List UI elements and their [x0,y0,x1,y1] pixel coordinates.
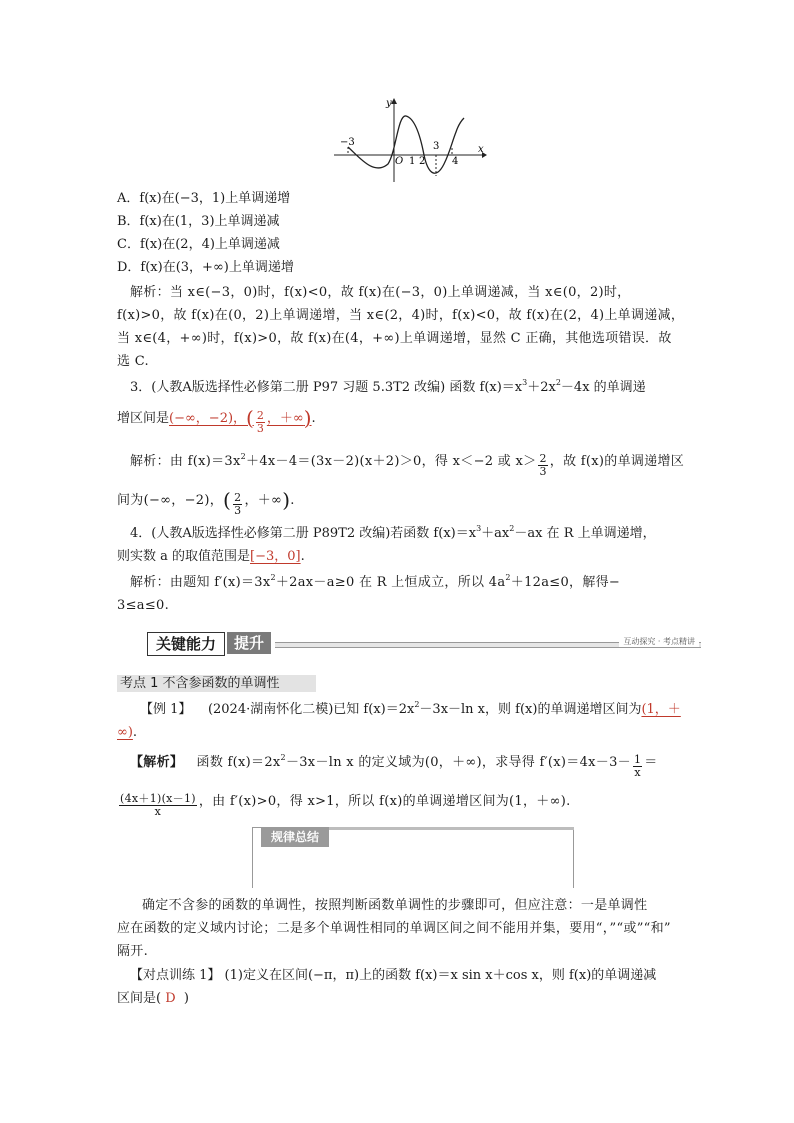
training-answer: D [165,991,176,1006]
example1-answer-a: (1，＋ [641,702,681,717]
q2-solution-2: f(x)>0，故 f(x)在(0，2)上单调递增，当 x∈(2，4)时，f(x)<0，故 f(x)在(2，4)上单调递减， [117,308,685,323]
summary-text-1: 确定不含参的函数的单调性，按照判断函数单调性的步骤即可，但应注意：一是单调性 [142,898,648,913]
tick-1: 1 [409,156,416,167]
training-stem-2: 区间是( D ) [117,991,189,1006]
kaodian-heading: 考点 1 不含参函数的单调性 [117,675,316,692]
banner-title: 关键能力 [147,632,225,656]
example1-stem: 【例 1】 (2024·湖南怀化二模)已知 $f(x)=2x^2-3x-\ln$ x，则 f(x)的单调递增区间为(1，＋ [140,700,681,717]
summary-box [252,827,574,888]
option-d: D．f(x)在(3，+∞)上单调递增 [117,260,294,275]
origin-label: O [395,156,404,167]
option-b: B．f(x)在(1，3)上单调递减 [117,214,280,229]
q3-stem-2: 增区间是(−∞，−2)，( $\frac{2}{3}$ ，＋∞). [117,406,316,435]
tick-neg3: −3 [340,137,355,148]
banner-badge: 提升 [227,632,271,654]
q2-solution-1: 解析：当 x∈(−3，0)时，f(x)<0，故 f(x)在(−3，0)上单调递减，当 x∈(0，2)时， [130,285,631,300]
curve [348,116,464,173]
banner-tag: 互动探究 · 考点精讲 [619,636,699,647]
tick-4: 4 [452,156,459,167]
derivative-graph [330,92,490,184]
q2-solution-3: 当 x∈(4，+∞)时，f(x)>0，故 f(x)在(4，+∞)上单调递增，显然 C 正确，其他选项错误．故 [117,331,672,346]
example1-solution-1: 【解析】 函数 $f(x)=2x^2-3x-\ln$ x 的定义域为(0，＋∞)，求导得 f′(x)＝4x－3－ $\frac{1}{x}$ ＝ [130,753,658,779]
option-c: C．f(x)在(2，4)上单调递减 [117,237,280,252]
summary-title: 规律总结 [261,827,329,847]
tick-3: 3 [433,141,440,152]
q3-answer: (−∞，−2)，( $\frac{2}{3}$ ，＋∞) [169,406,312,435]
section-banner [147,632,701,658]
y-axis-arrow [391,98,397,104]
q4-stem-2: 则实数 a 的取值范围是[−3，0]. [117,549,305,564]
y-label: y [386,98,392,109]
summary-text-2: 应在函数的定义域内讨论；二是多个单调性相同的单调区间之间不能用并集，要用“，”“或”“和” [117,921,671,936]
q2-solution-4: 选 C. [117,354,149,369]
example1-stem-2: ∞). [117,725,138,740]
example1-answer-b: ∞) [117,725,133,740]
q4-solution-1: 解析：由题知 $f'(x)=3x^2+2ax-a\ge 0$ 在 R 上恒成立，所以 $4a^2+12a\le 0$，解得− [130,573,621,590]
summary-bar [329,827,574,830]
q3-solution-1: 解析：由 $f(x)=3x^2+4x-4=(3x-2)(x+2)>0$，得 x＜−2 或 x＞ $\frac{2}{3}$ ，故 f(x)的单调递增区 [130,452,685,478]
summary-text-3: 隔开. [117,944,149,959]
q4-answer: [−3，0] [250,549,301,564]
q4-solution-2: 3≤a≤0. [117,598,170,613]
example1-solution-2: $\frac{(4x+1)(x-1)}{x}$ ，由 f′(x)>0，得 x>1，所以 f(x)的单调递增区间为(1，＋∞). [120,792,571,818]
x-label: x [478,144,484,155]
q3-stem: 3．(人教A版选择性必修第二册 P97 习题 5.3T2 改编) 函数 $f(x)=x^3+2x^2-4x$ 的单调递 [130,378,646,395]
option-a: A．f(x)在(−3，1)上单调递增 [117,191,291,206]
training-stem: 【对点训练 1】 (1)定义在区间(−π，π)上的函数 f(x)＝x sin x＋cos x，则 f(x)的单调递减 [130,968,657,983]
q4-stem: 4．(人教A版选择性必修第二册 P89T2 改编)若函数 $f(x)=x^3+ax^2-ax$ 在 R 上单调递增， [130,524,656,541]
q3-solution-2: 间为(−∞，−2)，( $\frac{2}{3}$ ，＋∞). [117,488,295,517]
tick-2: 2 [419,156,426,167]
